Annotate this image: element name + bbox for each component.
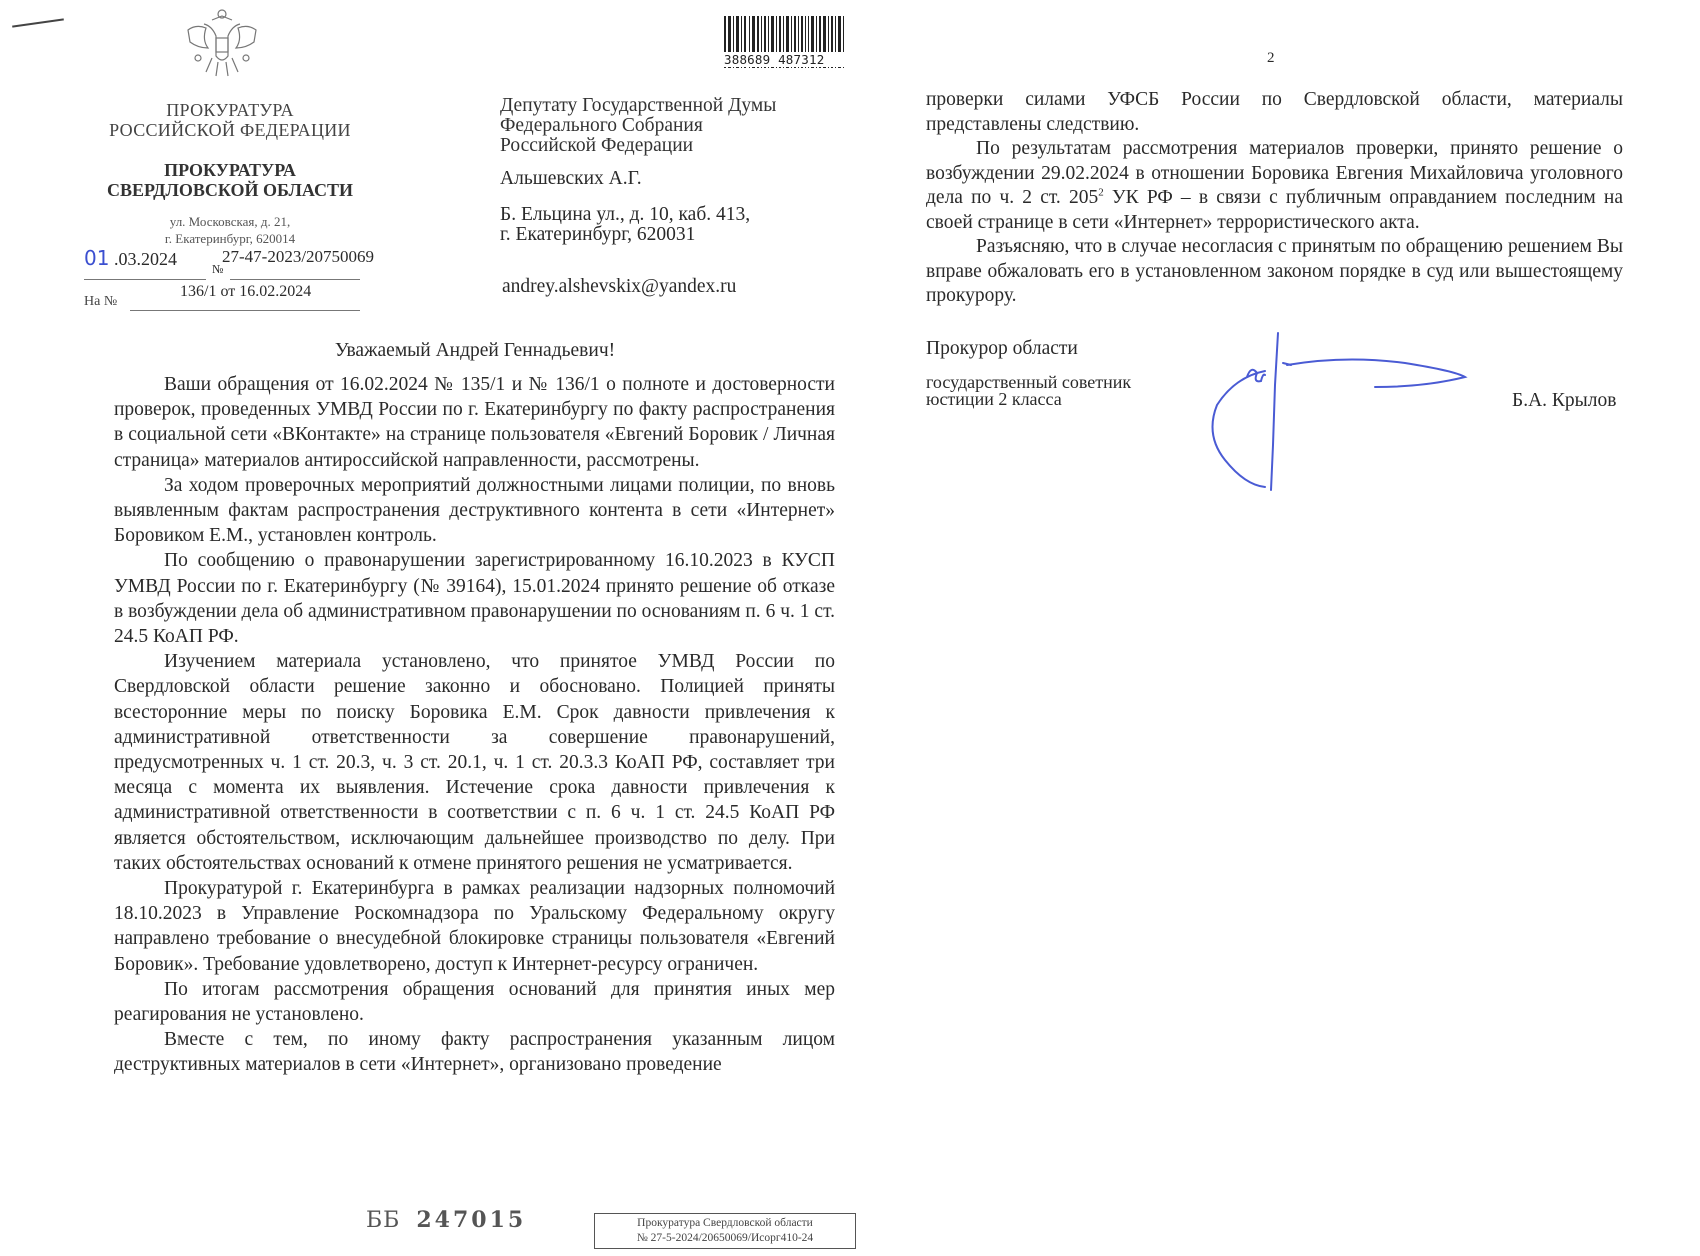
registration-number: 27-47-2023/20750069	[222, 247, 375, 266]
signatory-rank	[926, 374, 1131, 408]
form-series: ББ	[366, 1208, 401, 1233]
regno-underline	[230, 279, 360, 280]
recipient-address	[500, 205, 750, 245]
barcode-number: 388689 487312	[724, 52, 848, 67]
paragraph: Вместе с тем, по иному факту распространения указанным лицом деструктивных материалов в сети «Интернет», организовано проведение	[114, 1029, 835, 1076]
paragraph	[926, 137, 1623, 235]
pen-mark	[12, 18, 64, 27]
form-serial-number	[366, 1207, 526, 1233]
rank-line-1: государственный советник	[926, 372, 1132, 392]
paragraph: За ходом проверочных мероприятий должностными лицами полиции, по вновь выявленным фактам распространения деструктивного контента в сети «Интернет» Боровиком Е.М., установлен контроль.	[114, 474, 835, 547]
paragraph-text: По результатам рассмотрения материалов проверки, принято решение о возбуждении 29.02.2024 в отношении Боровика Евгения Михайловича уголовного дела по ч. 2 ст. 205	[926, 138, 1623, 208]
russian-coat-of-arms-icon	[182, 6, 262, 80]
reply-to-label: На №	[84, 294, 118, 309]
page2-body	[926, 88, 1623, 309]
sub-org-line-2: СВЕРДЛОВСКОЙ ОБЛАСТИ	[107, 180, 353, 200]
recipient-address-line-2: г. Екатеринбург, 620031	[500, 224, 696, 245]
org-address-line-2: г. Екатеринбург, 620014	[164, 231, 296, 246]
printed-date: .03.2024	[113, 249, 177, 269]
org-line-1: ПРОКУРАТУРА	[166, 100, 294, 120]
document-date	[84, 246, 177, 270]
org-address	[80, 213, 380, 247]
recipient-line-3: Российской Федерации	[500, 135, 694, 156]
paragraph: Прокуратурой г. Екатеринбурга в рамках реализации надзорных полномочий 18.10.2023 в Управление Роскомнадзора по Уральскому Федеральному округу направлено требование о внесудебной блокировке страницы пользователя «Евгений Боровик». Требование удовлетворено, доступ к Интернет-ресурсу ограничен.	[114, 878, 835, 975]
number-sign: №	[212, 262, 224, 276]
recipient-line-1: Депутату Государственной Думы	[500, 95, 777, 116]
stamp-line-2: № 27-5-2024/20650069/Исорг410-24	[636, 1232, 814, 1244]
org-line-2: РОССИЙСКОЙ ФЕДЕРАЦИИ	[109, 120, 351, 140]
sub-org-line-1: ПРОКУРАТУРА	[164, 160, 296, 180]
registration-stamp	[594, 1213, 856, 1249]
org-address-line-1: ул. Московская, д. 21,	[169, 214, 291, 229]
recipient-name: Альшевских А.Г.	[500, 168, 642, 189]
stamp-line-1: Прокуратура Свердловской области	[637, 1217, 813, 1229]
date-underline	[84, 279, 206, 280]
paragraph-text-tail: УК РФ – в связи с публичным оправданием последним на своей странице в сети «Интернет» террористического акта.	[926, 187, 1624, 233]
paragraph: Ваши обращения от 16.02.2024 № 135/1 и № 136/1 о полноте и достоверности проверок, проведенных УМВД России по г. Екатеринбургу по факту распространения в социальной сети «ВКонтакте» на странице пользователя «Евгений Боровик / Личная страница» материалов антироссийской направленности, рассмотрены.	[114, 374, 835, 471]
paragraph: проверки силами УФСБ России по Свердловской области, материалы представлены следствию.	[926, 89, 1623, 135]
reply-underline	[130, 310, 360, 311]
recipient-title	[500, 96, 860, 156]
recipient-address-line-1: Б. Ельцина ул., д. 10, каб. 413,	[500, 204, 751, 225]
page1-body	[114, 372, 835, 1078]
recipient-line-2: Федерального Собрания	[500, 115, 703, 136]
salutation: Уважаемый Андрей Геннадьевич!	[334, 340, 616, 361]
paragraph: Разъясняю, что в случае несогласия с принятым по обращению решением Вы вправе обжаловать его в установленном законом порядке в суд или вышестоящему прокурору.	[926, 236, 1623, 306]
rank-line-2: юстиции 2 класса	[926, 389, 1062, 409]
paragraph: По итогам рассмотрения обращения оснований для принятия иных мер реагирования не установлено.	[114, 978, 835, 1026]
paragraph: Изучением материала установлено, что принятое УМВД России по Свердловской области решение законно и обосновано. Полицией приняты всесторонние меры по поиску Боровика Е.М. Срок давности привлечения к административной ответственности за совершение правонарушений, предусмотренных ч. 1 ст. 20.3, ч. 3 ст. 20.1, ч. 1 ст. 20.3.3 КоАП РФ, составляет три месяца с момента их выявления. Истечение срока давности привлечения к административной ответственности в соответствии с п. 6 ч. 1 ст. 24.5 КоАП РФ является обстоятельством, исключающим дальнейшее производство по делу. При таких обстоятельствах оснований к отмене принятого решения не усматривается.	[114, 651, 835, 874]
recipient-email: andrey.alshevskix@yandex.ru	[502, 276, 737, 297]
handwritten-signature-icon	[1195, 325, 1475, 495]
article-superscript: 2	[1098, 186, 1104, 199]
paragraph: По сообщению о правонарушении зарегистрированному 16.10.2023 в КУСП УМВД России по г. Екатеринбургу (№ 39164), 15.01.2024 принято решение об отказе в возбуждении дела об административном правонарушении по основаниям п. 6 ч. 1 ст. 24.5 КоАП РФ.	[114, 550, 835, 648]
org-name-regional	[80, 160, 380, 200]
signatory-name: Б.А. Крылов	[1512, 390, 1617, 411]
page-number: 2	[1267, 50, 1275, 66]
form-serial: 247015	[416, 1207, 527, 1233]
org-name-federal	[80, 100, 380, 140]
handwritten-day: 01	[84, 246, 110, 270]
signatory-title: Прокурор области	[926, 338, 1078, 359]
reply-to-value: 136/1 от 16.02.2024	[180, 283, 312, 300]
